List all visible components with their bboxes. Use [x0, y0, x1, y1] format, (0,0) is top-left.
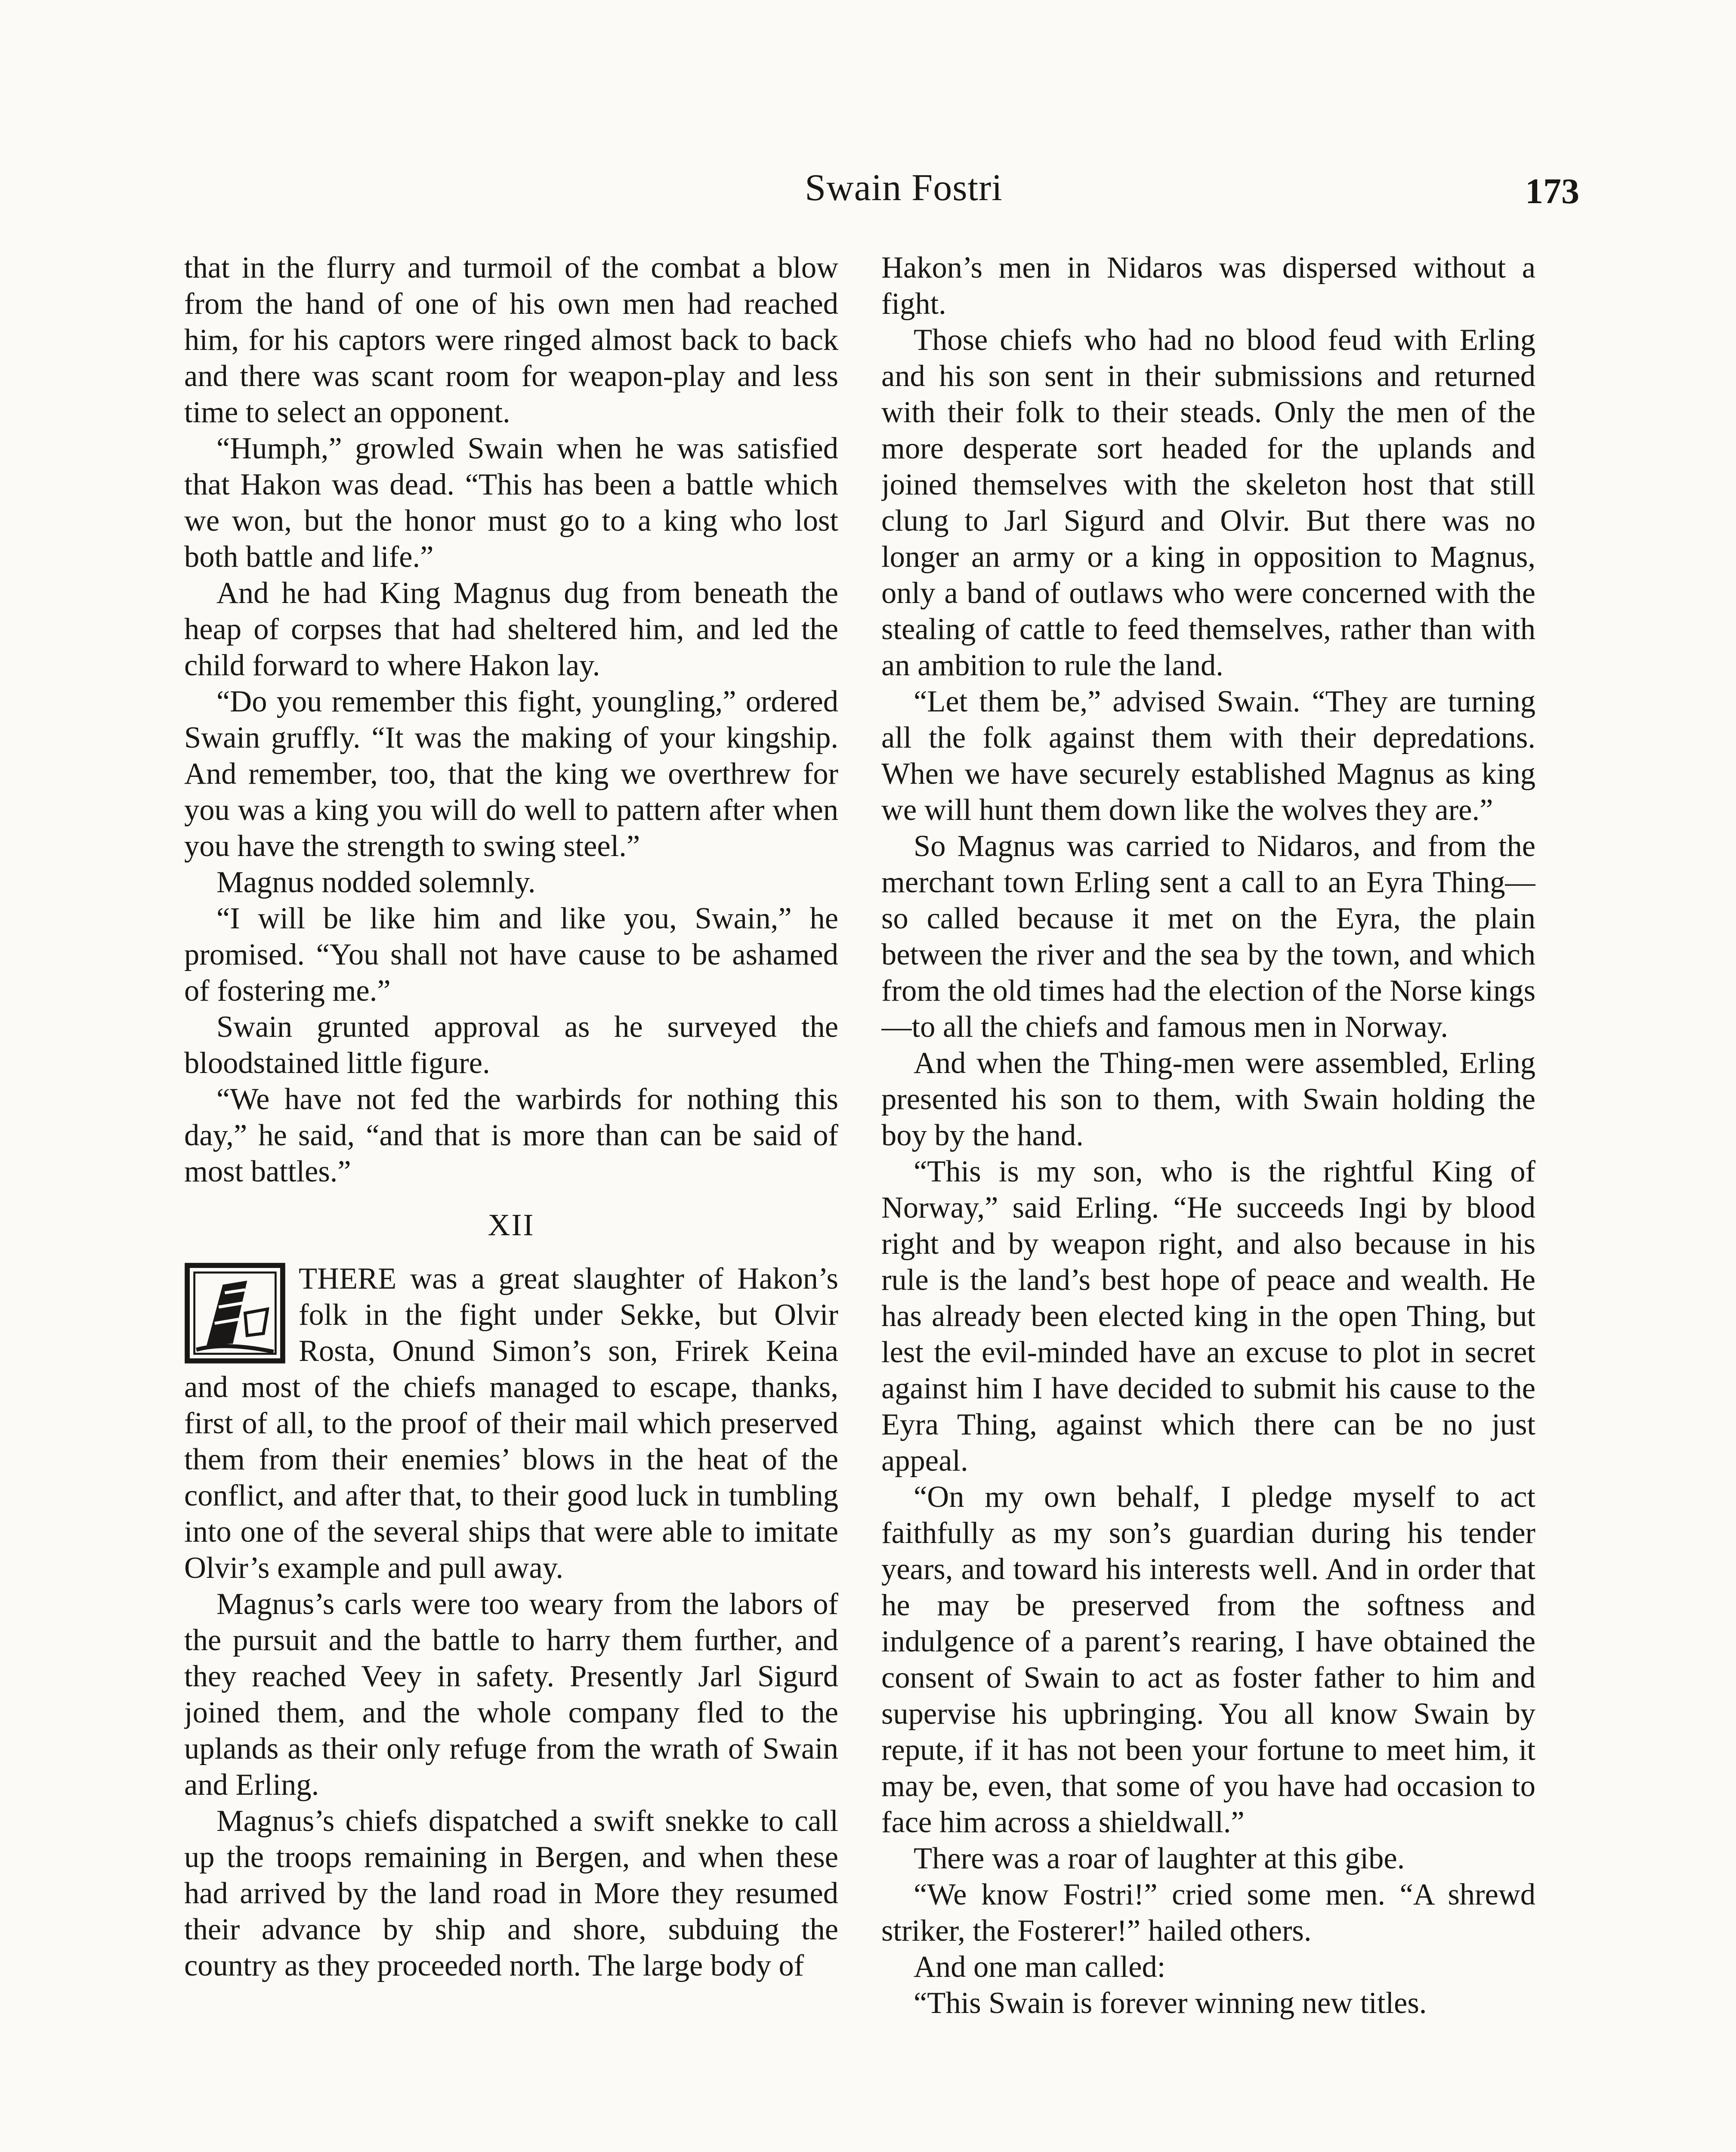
paragraph: that in the flurry and turmoil of the combat a blow from the hand of one of his own men had reached him, for his captors were ringed almost back to back and there was scant room for weapon-play and less time to select an opponent.	[184, 251, 838, 429]
dropcap-illustration-icon	[184, 1262, 286, 1364]
page-title: Swain Fostri	[805, 167, 1003, 209]
paragraph: “We have not fed the warbirds for nothing this day,” he said, “and that is more than can be said of most battles.”	[184, 1082, 838, 1188]
paragraph: “I will be like him and like you, Swain,” he promised. “You shall not have cause to be ashamed of fostering me.”	[184, 902, 838, 1008]
paragraph: “Do you remember this fight, youngling,” ordered Swain gruffly. “It was the making of your kingship. And remember, too, that the king we overthrew for you was a king you will do well to pattern after when you have the strength to swing steel.”	[184, 685, 838, 863]
paragraph: Swain grunted approval as he surveyed the bloodstained little figure.	[184, 1010, 838, 1080]
paragraph: Magnus nodded solemnly.	[216, 866, 536, 899]
paragraph: “This Swain is forever winning new titles.	[914, 1986, 1427, 2020]
paragraph: There was a roar of laughter at this gibe.	[914, 1842, 1405, 1875]
paragraph: And when the Thing-men were assembled, Erling presented his son to them, with Swain holding the boy by the hand.	[881, 1046, 1535, 1152]
left-column	[184, 250, 838, 2152]
paragraph: And one man called:	[914, 1950, 1166, 1984]
paragraph: “Humph,” growled Swain when he was satisfied that Hakon was dead. “This has been a battle which we won, but the honor must go to a king who lost both battle and life.”	[184, 432, 838, 574]
paragraph: “On my own behalf, I pledge myself to act faithfully as my son’s guardian during his tender years, and toward his interests well. And in order that he may be preserved from the softness and indulgence of a parent’s rearing, I have obtained the consent of Swain to act as foster father to him and supervise his upbringing. You all know Swain by repute, if it has not been your fortune to meet him, it may be, even, that some of you have had occasion to face him across a shieldwall.”	[881, 1480, 1535, 1839]
chapter-heading: XII	[488, 1208, 535, 1242]
paragraph: Magnus’s carls were too weary from the labors of the pursuit and the battle to harry them further, and they reached Veey in safety. Presently Jarl Sigurd joined them, and the whole company fled to the uplands as their only refuge from the wrath of Swain and Erling.	[184, 1587, 838, 1802]
paragraph: So Magnus was carried to Nidaros, and from the merchant town Erling sent a call to an Eyra Thing—so called because it met on the Eyra, the plain between the river and the sea by the town, and which from the old times had the election of the Norse kings—to all the chiefs and famous men in Norway.	[881, 829, 1535, 1044]
page-number: 173	[1525, 171, 1579, 211]
paragraph: “Let them be,” advised Swain. “They are turning all the folk against them with their depredations. When we have securely established Magnus as king we will hunt them down like the wolves they are.”	[881, 685, 1535, 827]
dropcap-paragraph: THERE was a great slaughter of Hakon’s folk in the fight under Sekke, but Olvir Rosta, Onund Simon’s son, Frirek Keina and most of the chiefs managed to escape, thanks, first of all, to the proof of their mail which preserved them from their enemies’ blows in the heat of the conflict, and after that, to their good luck in tumbling into one of the several ships that were able to imitate Olvir’s example and pull away.	[184, 1262, 838, 1585]
paragraph: Magnus’s chiefs dispatched a swift snekke to call up the troops remaining in Bergen, and when these had arrived by the land road in More they resumed their advance by ship and shore, subduing the country as they proceeded north. The large body of	[184, 1804, 838, 1982]
paragraph: “This is my son, who is the rightful King of Norway,” said Erling. “He succeeds Ingi by blood right and by weapon right, and also because in his rule is the land’s best hope of peace and wealth. He has already been elected king in the open Thing, but lest the evil-minded have an excuse to plot in secret against him I have decided to submit his cause to the Eyra Thing, against which there can be no just appeal.	[881, 1155, 1535, 1478]
right-column	[881, 250, 1535, 2152]
paragraph: Those chiefs who had no blood feud with Erling and his son sent in their submissions and returned with their folk to their steads. Only the men of the more desperate sort headed for the uplands and joined themselves with the skeleton host that still clung to Jarl Sigurd and Olvir. But there was no longer an army or a king in opposition to Magnus, only a band of outlaws who were concerned with the stealing of cattle to feed themselves, rather than with an ambition to rule the land.	[881, 323, 1535, 682]
paragraph: And he had King Magnus dug from beneath the heap of corpses that had sheltered him, and led the child forward to where Hakon lay.	[184, 576, 838, 682]
paragraph: “We know Fostri!” cried some men. “A shrewd striker, the Fosterer!” hailed others.	[881, 1878, 1535, 1948]
paragraph: Hakon’s men in Nidaros was dispersed without a fight.	[881, 251, 1535, 321]
